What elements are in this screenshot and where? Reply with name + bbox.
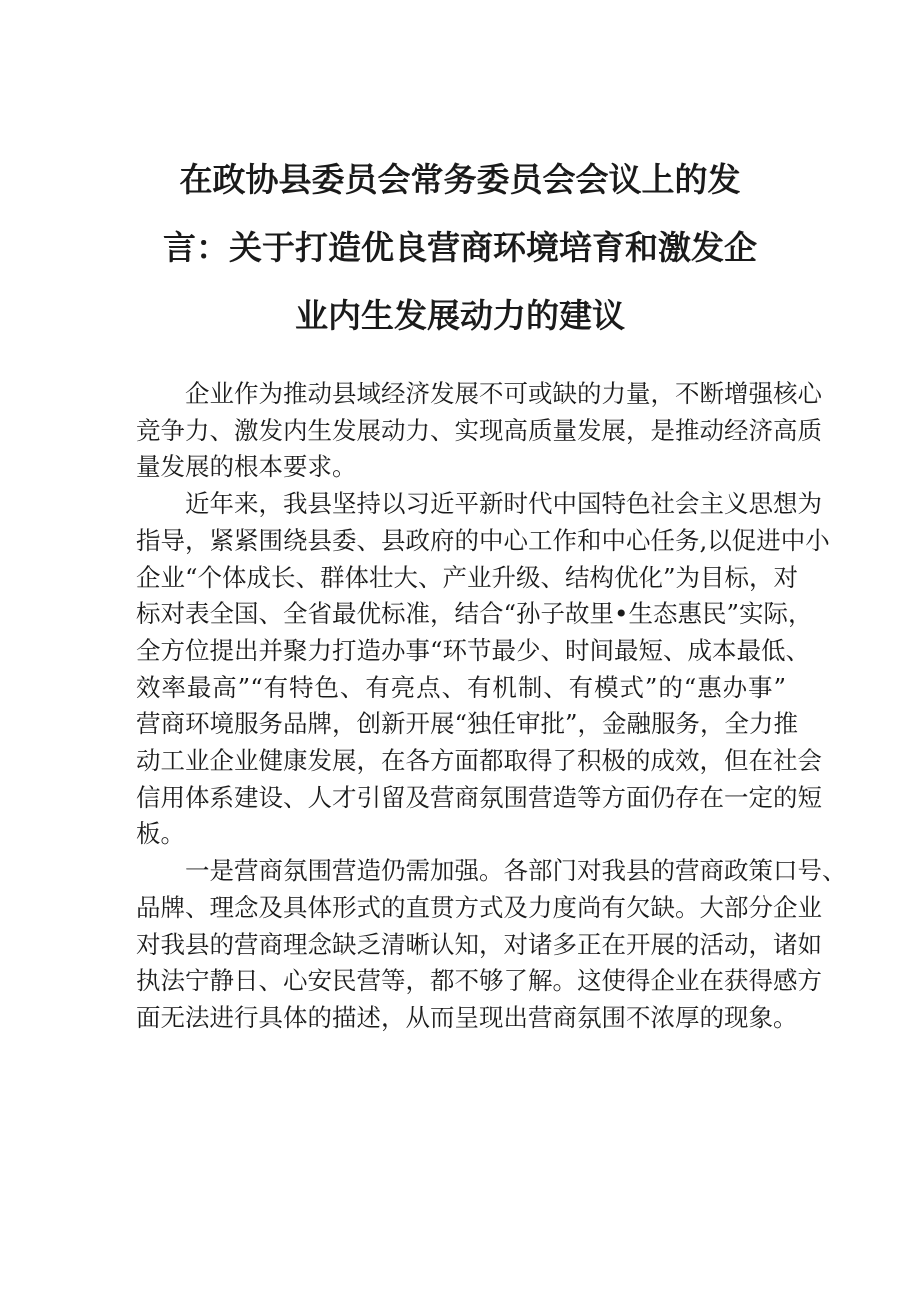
paragraph-line: 指导，紧紧围绕县委、县政府的中心工作和中心任务,以促进中小 [136,525,830,555]
paragraph-line: 对我县的营商理念缺乏清晰认知，对诸多正在开展的活动，诸如 [136,929,822,959]
paragraph-line: 全方位提出并聚力打造办事“环节最少、时间最短、成本最低、 [136,635,811,665]
paragraph-line: 标对表全国、全省最优标准，结合“孙子故里•生态惠民”实际， [136,599,813,629]
paragraph-line: 动工业企业健康发展，在各方面都取得了积极的成效，但在社会 [136,746,822,776]
paragraph-line: 企业作为推动县域经济发展不可或缺的力量，不断增强核心 [185,379,822,408]
paragraph-line: 近年来，我县坚持以习近平新时代中国特色社会主义思想为 [185,489,822,519]
title-line: 言：关于打造优良营商环境培育和激发企 [163,228,757,267]
paragraph-line: 信用体系建设、人才引留及营商氛围营造等方面仍存在一定的短 [136,782,822,812]
paragraph-point-one [136,853,847,1037]
paragraph-line: 板。 [136,819,185,849]
document-title [140,146,780,350]
paragraph-line: 量发展的根本要求。 [136,452,357,482]
paragraph-line: 营商环境服务品牌，创新开展“独任审批”，金融服务，全力推 [136,709,799,739]
paragraph-recent-years [136,486,830,853]
title-line: 业内生发展动力的建议 [295,296,625,335]
document-body [136,376,847,1037]
paragraph-line: 面无法进行具体的描述，从而呈现出营商氛围不浓厚的现象。 [136,1002,798,1032]
paragraph-line: 执法宁静日、心安民营等，都不够了解。这使得企业在获得感方 [136,966,822,996]
title-line: 在政协县委员会常务委员会会议上的发 [179,160,741,199]
paragraph-line: 效率最高”“有特色、有亮点、有机制、有模式”的“惠办事” [136,672,786,702]
paragraph-line: 品牌、理念及具体形式的直贯方式及力度尚有欠缺。大部分企业 [136,892,822,922]
paragraph-line: 竞争力、激发内生发展动力、实现高质量发展，是推动经济高质 [136,415,822,445]
paragraph-intro [136,376,822,486]
paragraph-line: 企业“个体成长、群体壮大、产业升级、结构优化”为目标，对 [136,562,799,592]
paragraph-line: 一是营商氛围营造仍需加强。各部门对我县的营商政策口号、 [185,856,847,886]
